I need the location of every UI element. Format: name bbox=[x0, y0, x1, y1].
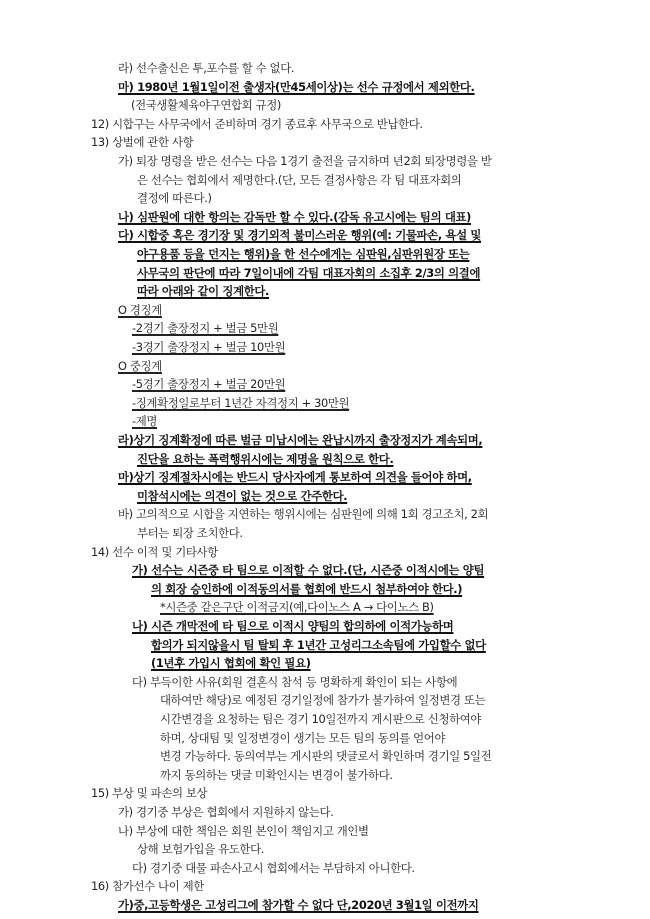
document-line: 부터는 퇴장 조치한다. bbox=[137, 526, 243, 540]
document-line: 나) 부상에 대한 책임은 회원 본인이 책임지고 개인별 bbox=[118, 824, 369, 838]
document-line: 까지 동의하는 댓글 미확인시는 변경이 불가하다. bbox=[160, 768, 393, 782]
document-line: -징계확정일로부터 1년간 자격정지 + 30만원 bbox=[132, 396, 350, 410]
document-line: 의 회장 승인하에 이적동의서를 협회에 반드시 첨부하여야 한다.) bbox=[151, 582, 463, 596]
document-line: -5경기 출장정지 + 벌금 20만원 bbox=[132, 377, 286, 391]
document-line: 결정에 따른다.) bbox=[137, 191, 212, 205]
document-line: 다) 경기중 대물 파손사고시 협회에서는 부담하지 아니한다. bbox=[132, 861, 415, 875]
document-line: 나) 심판원에 대한 항의는 감독만 할 수 있다.(감독 유고시에는 팀의 대표) bbox=[118, 210, 471, 224]
document-line: 야구용품 등을 던지는 행위)을 한 선수에게는 심판원,심판위원장 또는 bbox=[137, 247, 470, 261]
document-line: 다) 부득이한 사유(회원 결혼식 참석 등 명확하게 확인이 되는 사항에 bbox=[132, 675, 458, 689]
document-line: *시즌중 같은구단 이적금지(예,다이노스 A → 다이노스 B) bbox=[160, 600, 434, 614]
document-line: 마) 1980년 1월1일이전 출생자(만45세이상)는 선수 규정에서 제외한다. bbox=[118, 80, 475, 94]
document-line: 가)중,고등학생은 고성리그에 참가할 수 없다 단,2020년 3월1일 이전까지 bbox=[118, 898, 479, 912]
document-line: (1년후 가입시 협회에 확인 필요) bbox=[151, 656, 311, 670]
document-line: 하며, 상대팀 및 일정변경이 생기는 모든 팀의 동의를 얻어야 bbox=[160, 731, 446, 745]
document-line: 14) 선수 이적 및 기타사항 bbox=[91, 545, 218, 559]
document-line: 상해 보험가입을 유도한다. bbox=[137, 842, 264, 856]
document-line: O 경징계 bbox=[118, 303, 162, 317]
document-line: -2경기 출장정지 + 벌금 5만원 bbox=[132, 321, 279, 335]
document-line: 사무국의 판단에 따라 7일이내에 각팀 대표자회의 소집후 2/3의 의결에 bbox=[137, 266, 481, 280]
document-line: O 중징계 bbox=[118, 359, 162, 373]
document-line: 다) 시합중 혹은 경기장 및 경기외적 불미스러운 행위(예: 기물파손, 욕설 및 bbox=[118, 228, 481, 242]
document-line: -3경기 출장정지 + 벌금 10만원 bbox=[132, 340, 286, 354]
document-line: 대하여만 해당)로 예정된 경기일정에 참가가 불가하여 일정변경 또는 bbox=[160, 693, 486, 707]
document-line: 가) 선수는 시즌중 타 팀으로 이적할 수 없다.(단, 시즌중 이적시에는 양팀 bbox=[132, 563, 485, 577]
document-line: 12) 시합구는 사무국에서 준비하며 경기 종료후 사무국으로 반납한다. bbox=[91, 117, 423, 131]
document-line: 진단을 요하는 폭력행위시에는 제명을 원칙으로 한다. bbox=[137, 452, 394, 466]
document-line: 라)상기 징계확정에 따른 벌금 미납시에는 완납시까지 출장정지가 계속되며, bbox=[118, 433, 483, 447]
document-line: 미참석시에는 의견이 없는 것으로 간주한다. bbox=[137, 489, 348, 503]
document-line: 변경 가능하다. 동의여부는 게시판의 댓글로서 확인하며 경기일 5일전 bbox=[160, 749, 492, 763]
document-line: -제명 bbox=[132, 414, 158, 428]
document-line: 나) 시즌 개막전에 타 팀으로 이적시 양팀의 합의하에 이적가능하며 bbox=[132, 619, 454, 633]
document-line: 바) 고의적으로 시합을 지연하는 행위시에는 심판원에 의해 1회 경고조치, 2회 bbox=[118, 507, 489, 521]
document-line: 가) 경기중 부상은 협회에서 지원하지 않는다. bbox=[118, 805, 334, 819]
document-line: 라) 선수출신은 투,포수를 할 수 없다. bbox=[118, 61, 295, 75]
document-line: 13) 상벌에 관한 사항 bbox=[91, 135, 194, 149]
document-line: 시간변경을 요청하는 팀은 경기 10일전까지 게시판으로 신청하여야 bbox=[160, 712, 482, 726]
document-line: 은 선수는 협회에서 제명한다.(단, 모든 결정사항은 각 팀 대표자회의 bbox=[137, 173, 462, 187]
document-line: 15) 부상 및 파손의 보상 bbox=[91, 786, 208, 800]
document-line: 가) 퇴장 명령을 받은 선수는 다음 1경기 출전을 금지하며 년2회 퇴장명령을 받 bbox=[118, 154, 492, 168]
document-line: 따라 아래와 같이 징계한다. bbox=[137, 284, 270, 298]
document-line: 16) 참가선수 나이 제한 bbox=[91, 879, 204, 893]
document-line: (전국생활체육야구연합회 규정) bbox=[131, 98, 281, 112]
document-line: 합의가 되지않을시 팀 탈퇴 후 1년간 고성리그소속팀에 가입할수 없다 bbox=[151, 638, 486, 652]
document-line: 마)상기 징계절차시에는 반드시 당사자에게 통보하여 의견을 들어야 하며, bbox=[118, 470, 472, 484]
